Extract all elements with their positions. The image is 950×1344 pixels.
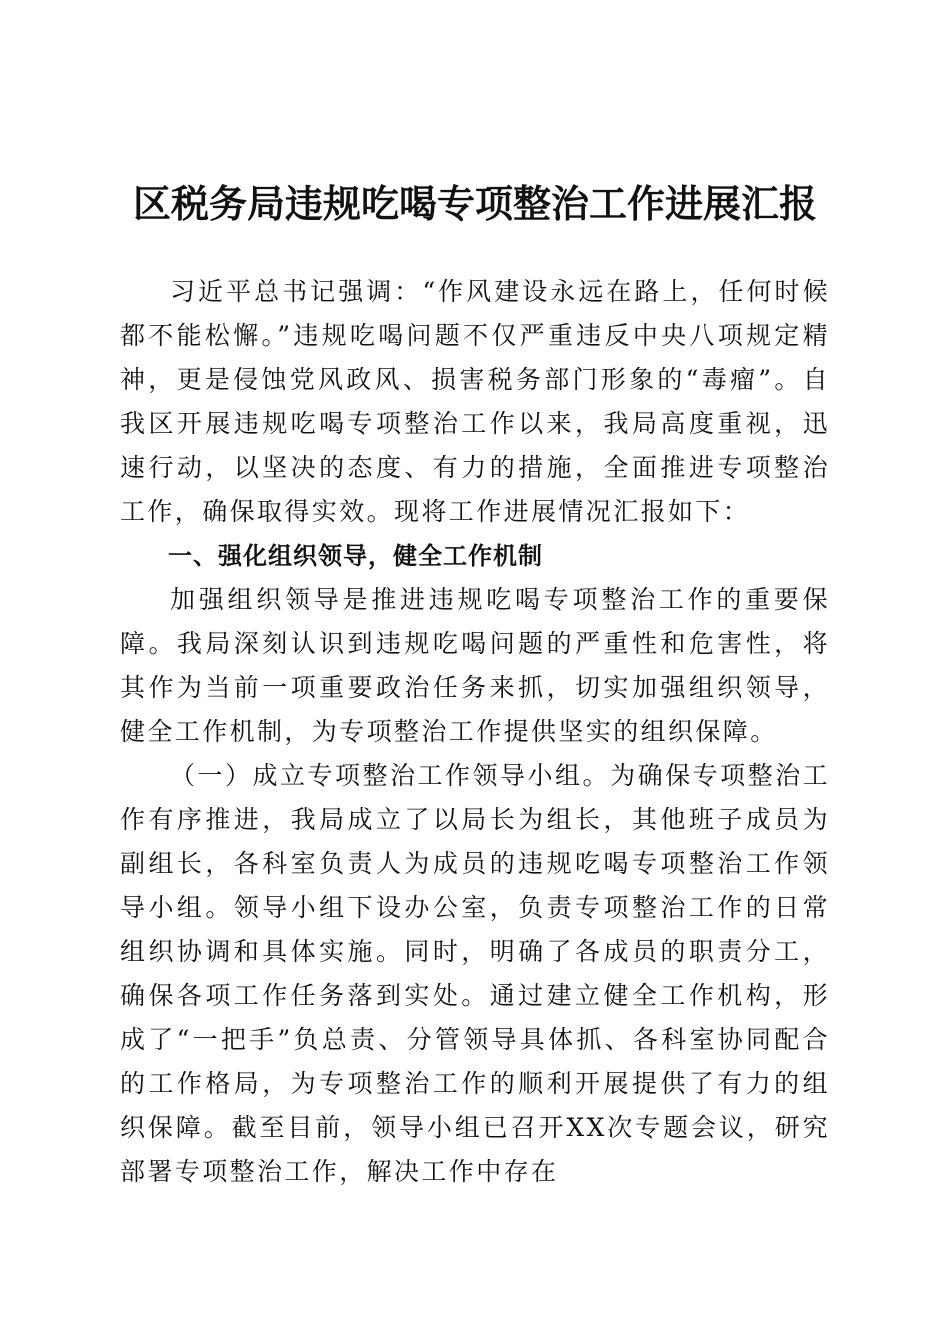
intro-paragraph: 习近平总书记强调：“作风建设永远在路上，任何时候都不能松懈。”违规吃喝问题不仅严重违反中央八项规定精神，更是侵蚀党风政风、损害税务部门形象的“毒瘤”。自我区开展违规吃喝专项整治工作以来，我局高度重视，迅速行动，以坚决的态度、有力的措施，全面推进专项整治工作，确保取得实效。现将工作进展情况汇报如下： (120, 277, 830, 526)
section-heading-1: 一、强化组织领导，健全工作机制 (168, 542, 543, 570)
document-title: 区税务局违规吃喝专项整治工作进展汇报 (132, 181, 817, 226)
document-body (120, 270, 830, 1194)
section-1-paragraph: 加强组织领导是推进违规吃喝专项整治工作的重要保障。我局深刻认识到违规吃喝问题的严重性和危害性，将其作为当前一项重要政治任务来抓，切实加强组织领导，健全工作机制，为专项整治工作提供坚实的组织保障。 (120, 585, 830, 746)
subsection-1-paragraph: （一）成立专项整治工作领导小组。为确保专项整治工作有序推进，我局成立了以局长为组长，其他班子成员为副组长，各科室负责人为成员的违规吃喝专项整治工作领导小组。领导小组下设办公室，负责专项整治工作的日常组织协调和具体实施。同时，明确了各成员的职责分工，确保各项工作任务落到实处。通过建立健全工作机构，形成了“一把手”负总责、分管领导具体抓、各科室协同配合的工作格局，为专项整治工作的顺利开展提供了有力的组织保障。截至目前，领导小组已召开XX次专题会议，研究部署专项整治工作，解决工作中存在 (120, 761, 830, 1186)
